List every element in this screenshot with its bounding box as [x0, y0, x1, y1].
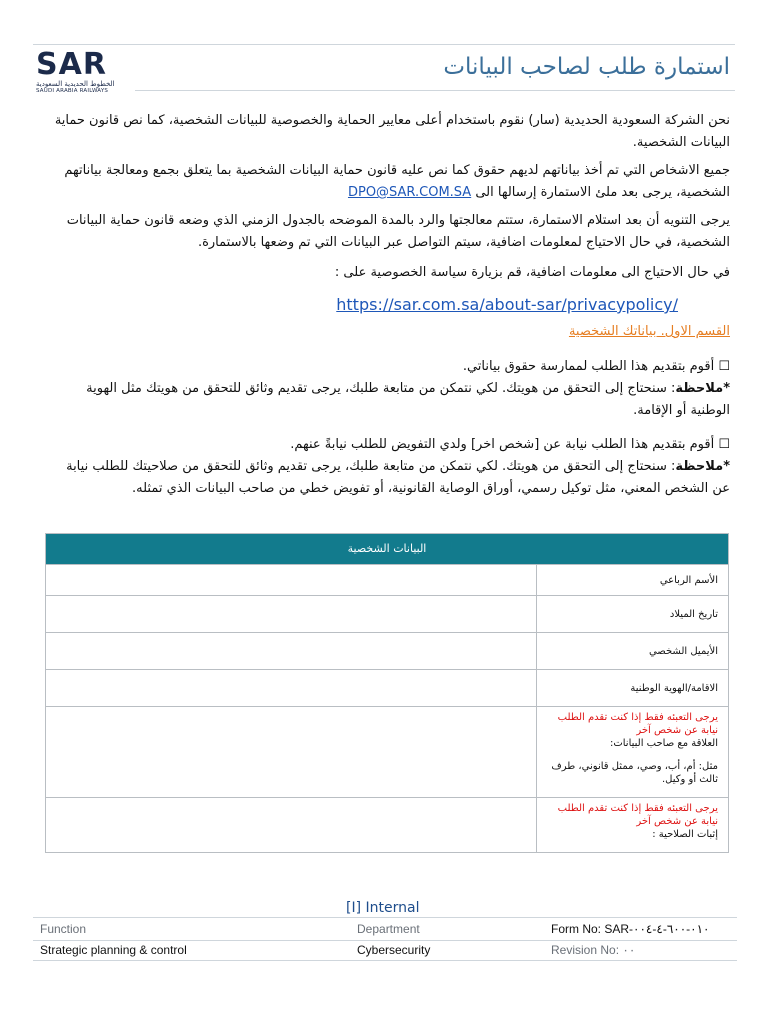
authority-label-cell [536, 798, 728, 852]
footer-rule [33, 940, 737, 941]
form-number: Form No: SAR-٠١٠-٦٠٠-٤-٠٠٤ [551, 922, 710, 936]
table-row [46, 706, 728, 797]
section-1-heading: القسم الاول. بياناتك الشخصية [568, 324, 730, 339]
table-header: البيانات الشخصية [46, 534, 728, 564]
logo-wordmark: SAR [36, 47, 107, 82]
table-row [46, 595, 728, 632]
authority-warning: يرجى التعبئه فقط إذا كنت تقدم الطلب نيابة عن شخص آخر [557, 803, 718, 827]
personal-data-table [45, 533, 729, 853]
note-text: : سنحتاج إلى التحقق من هويتك. لكي نتمكن من متابعة طلبك، يرجى تقديم وثائق للتحقق من هويتك مثل الهوية الوطنية أو الإقامة. [86, 381, 730, 418]
intro-paragraph-1: نحن الشركة السعودية الحديدية (سار) نقوم باستخدام أعلى معايير الحماية والخصوصية للبيانات الشخصية، كما نص قانون حماية البيانات الشخصية. [54, 113, 730, 150]
department-value: Cybersecurity [357, 943, 431, 957]
note-label-2: *ملاحظة [675, 459, 730, 474]
revision-number: Revision No: ٠٠ [551, 943, 636, 957]
function-value: Strategic planning & control [40, 943, 187, 957]
full-name-label: الأسم الرباعي [536, 565, 728, 595]
footer-rule [33, 917, 737, 918]
relation-warning: يرجى التعبئه فقط إذا كنت تقدم الطلب نيابة عن شخص آخر [557, 712, 718, 736]
authority-proof-field[interactable] [46, 798, 536, 852]
birth-date-field[interactable] [46, 596, 536, 632]
email-field[interactable] [46, 633, 536, 669]
relation-example: مثل: أم، أب، وصي، ممثل قانوني، طرف ثالث أو وكيل. [551, 761, 718, 785]
header-bottom-rule [135, 90, 735, 91]
relation-label: العلاقة مع صاحب البيانات: [609, 738, 718, 749]
note-text-2: : سنحتاج إلى التحقق من هويتك. لكي نتمكن من متابعة طلبك، يرجى تقديم وثائق للتحقق من صلاحيتك للطلب نيابة عن الشخص المعني، مثل توكيل رسمي، أوراق الوصاية القانونية، أو تفويض خطي من صاحب البيانات الذي تمثله. [66, 459, 730, 496]
table-row [46, 797, 728, 852]
option-behalf-note [50, 456, 730, 500]
national-id-field[interactable] [46, 670, 536, 706]
relation-label-cell [536, 707, 728, 797]
intro-paragraph-3: يرجى التنويه أن بعد استلام الاستمارة، ستتم معالجتها والرد بالمدة الموضحه بالجدول الزمني الذي وضعه قانون حماية البيانات الشخصية، في حال الاحتياج لمعلومات اضافية، سيتم التواصل عبر البيانات التي تم وضعها بالاستمارة. [66, 213, 730, 250]
intro-paragraph-2 [50, 160, 730, 204]
classification-label: [I] Internal [346, 900, 420, 916]
department-label: Department [357, 922, 420, 936]
option-self-label: ☐ أقوم بتقديم هذا الطلب لممارسة حقوق بياناتي. [462, 359, 730, 374]
note-label: *ملاحظة [675, 381, 730, 396]
birth-date-label: تاريخ الميلاد [536, 596, 728, 632]
full-name-field[interactable] [46, 565, 536, 595]
table-row [46, 669, 728, 706]
page-title: استمارة طلب لصاحب البيانات [443, 54, 730, 80]
relation-field[interactable] [46, 707, 536, 797]
logo-arabic-subtitle: الخطوط الحديدية السعودية [36, 80, 115, 88]
function-label: Function [40, 922, 87, 936]
sar-logo [36, 47, 124, 94]
logo-english-subtitle: SAUDI ARABIA RAILWAYS [36, 88, 109, 94]
national-id-label: الاقامة/الهوية الوطنية [536, 670, 728, 706]
option-behalf-label: ☐ أقوم بتقديم هذا الطلب نيابة عن [شخص اخر] ولدي التفويض للطلب نيابةً عنهم. [290, 437, 730, 452]
table-row [46, 564, 728, 595]
footer-rule [33, 960, 737, 961]
email-label: الأيميل الشخصي [536, 633, 728, 669]
option-self-request[interactable] [50, 356, 730, 378]
option-self-note [50, 378, 730, 422]
dpo-email-link[interactable]: DPO@SAR.COM.SA [347, 185, 472, 200]
table-row [46, 632, 728, 669]
intro-paragraph-2-text: جميع الاشخاص التي تم أخذ بياناتهم لديهم حقوق كما نص عليه قانون حماية البيانات الشخصية بما يتعلق بجمع ومعالجة بياناتهم الشخصية، يرجى بعد ملئ الاستمارة إرسالها الى [64, 163, 730, 200]
authority-label: إثبات الصلاحية : [652, 829, 718, 840]
intro-paragraph-4: في حال الاحتياج الى معلومات اضافية، قم بزيارة سياسة الخصوصية على : [334, 265, 730, 280]
privacy-policy-link[interactable]: https://sar.com.sa/about-sar/privacypolicy/ [336, 295, 678, 314]
option-behalf-request[interactable] [50, 434, 730, 456]
header-top-rule [33, 44, 735, 45]
